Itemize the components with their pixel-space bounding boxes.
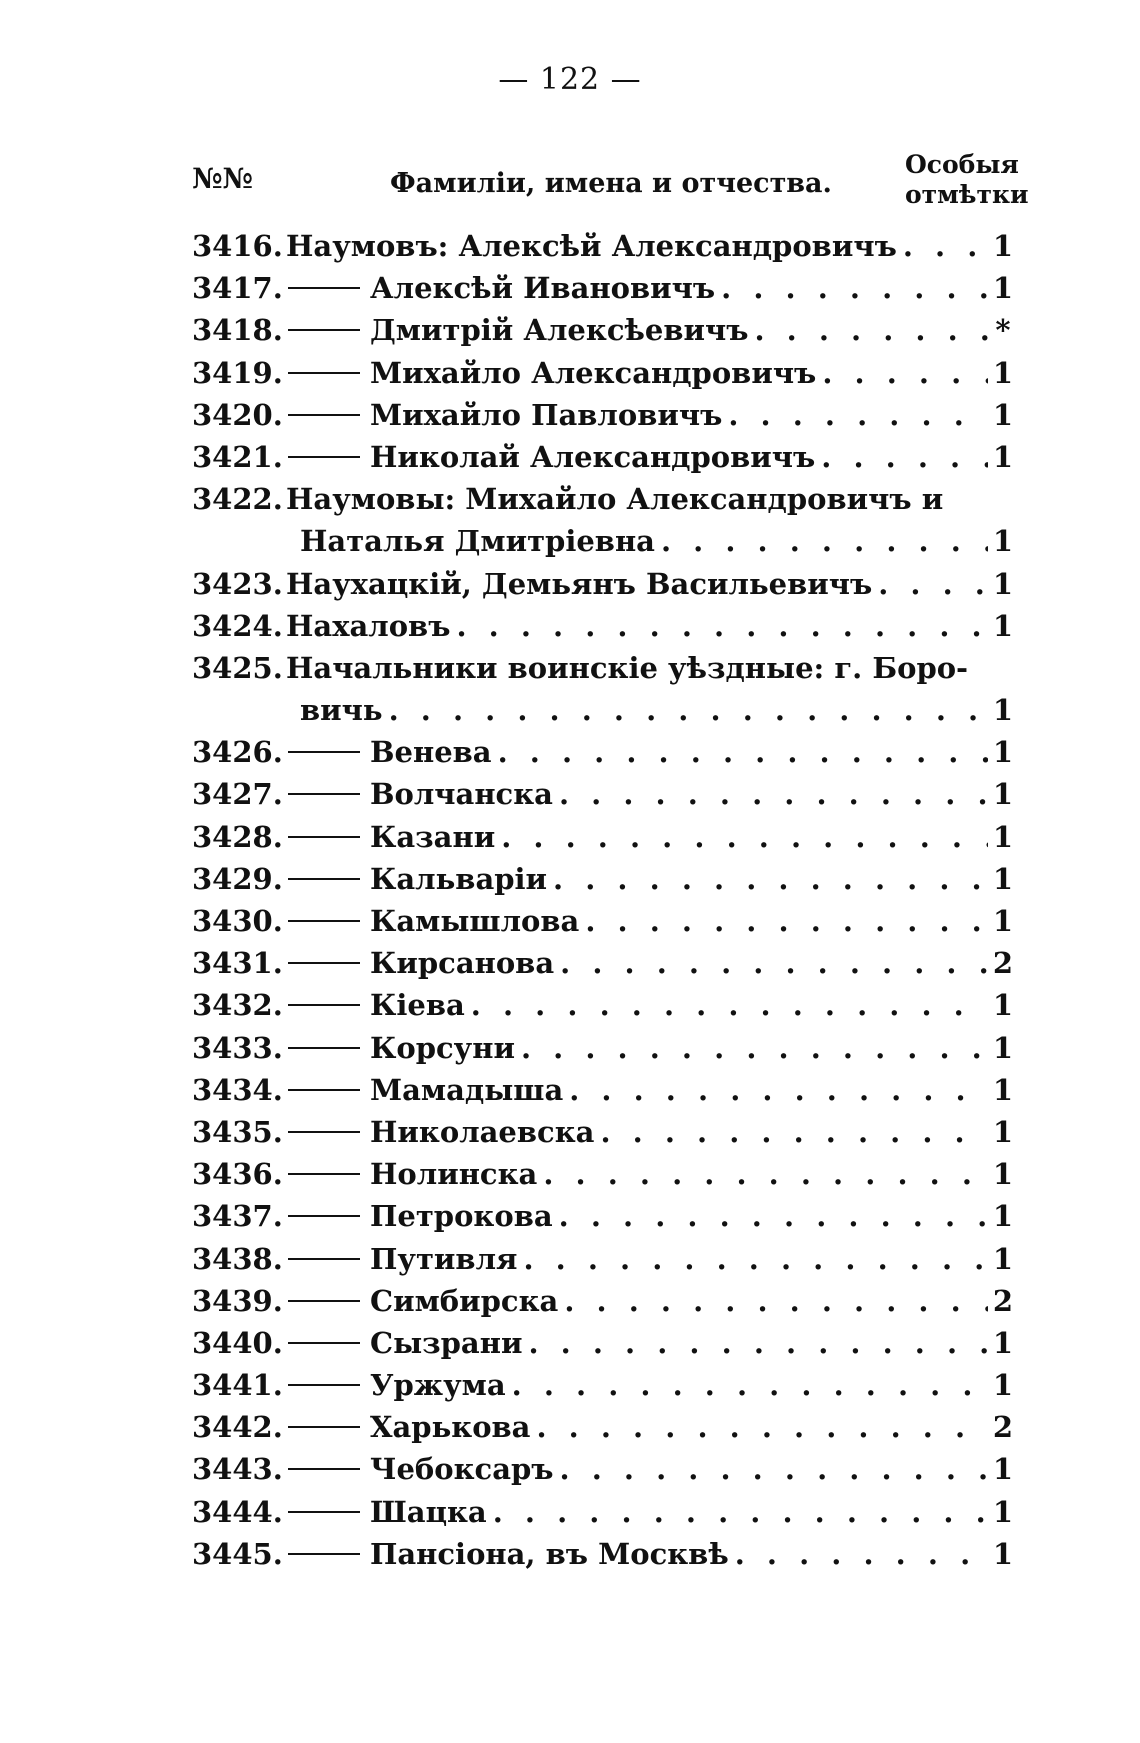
leader-dots [897, 225, 988, 267]
entry-number: 3428. [192, 819, 283, 854]
leader-dots [522, 1322, 988, 1364]
entry-number: 3417. [192, 271, 283, 306]
ditto-dash [288, 1258, 360, 1260]
list-item [0, 1280, 1140, 1322]
leader-dots [655, 520, 988, 562]
entry-mark: 1 [992, 397, 1014, 432]
entry-text-line [286, 647, 988, 689]
ditto-dash [288, 878, 360, 880]
entry-name: Николай Александровичъ [370, 439, 816, 474]
entry-number: 3442. [192, 1410, 283, 1445]
entry-mark: 1 [992, 439, 1014, 474]
entry-name: Нолинска [370, 1157, 538, 1192]
name-column-header: Фамиліи, имена и отчества. [390, 168, 832, 199]
entry-text-line [286, 1491, 988, 1533]
leader-dots [537, 1153, 988, 1195]
entry-mark: 1 [992, 1494, 1014, 1529]
entry-name: Николаевска [370, 1114, 595, 1149]
leader-dots [553, 1195, 988, 1237]
ditto-dash [288, 1047, 360, 1049]
entry-name: Корсуни [370, 1030, 515, 1065]
entry-text-line [286, 267, 988, 309]
leader-dots [530, 1406, 988, 1448]
entry-text-line [286, 1533, 988, 1575]
entry-number: 3440. [192, 1325, 283, 1360]
entry-number: 3437. [192, 1199, 283, 1234]
leader-dots [815, 436, 988, 478]
entry-number: 3443. [192, 1452, 283, 1487]
entry-mark: 1 [992, 777, 1014, 812]
entry-name: Харькова [370, 1410, 531, 1445]
entry-name-continued: вичь [300, 693, 383, 728]
notes-header-line1: Особыя [905, 150, 1019, 179]
entry-name: Наухацкій, Демьянъ Васильевичъ [286, 566, 873, 601]
entry-mark: 1 [992, 1452, 1014, 1487]
list-item [0, 1533, 1140, 1575]
ditto-dash [288, 287, 360, 289]
entry-mark: 1 [992, 355, 1014, 390]
entry-text-line [286, 1364, 988, 1406]
entry-name: Дмитрій Алексѣевичъ [370, 313, 749, 348]
ditto-dash [288, 920, 360, 922]
entry-number: 3418. [192, 313, 283, 348]
list-item [0, 900, 1140, 942]
list-item [0, 1153, 1140, 1195]
entry-text-line [286, 1322, 988, 1364]
leader-dots [554, 1448, 988, 1490]
list-item [0, 858, 1140, 900]
list-item [0, 1322, 1140, 1364]
entry-number: 3424. [192, 608, 283, 643]
list-item [0, 647, 1140, 731]
list-item [0, 605, 1140, 647]
entry-mark: 1 [992, 1536, 1014, 1571]
entry-name: Нахаловъ [286, 608, 451, 643]
leader-dots [553, 773, 988, 815]
entry-number: 3439. [192, 1283, 283, 1318]
entry-text-line [286, 1195, 988, 1237]
entry-mark: 1 [992, 904, 1014, 939]
list-item [0, 816, 1140, 858]
entry-text-line [286, 942, 988, 984]
ditto-dash [288, 1004, 360, 1006]
entry-mark: 1 [992, 693, 1014, 728]
ditto-dash [288, 836, 360, 838]
entry-number: 3438. [192, 1241, 283, 1276]
entry-name: Начальники воинскіе уѣздные: г. Боро- [286, 650, 969, 685]
leader-dots [547, 858, 988, 900]
leader-dots [715, 267, 988, 309]
entry-text-line [286, 1153, 988, 1195]
entry-name: Камышлова [370, 904, 580, 939]
entry-name: Чебоксаръ [370, 1452, 554, 1487]
entry-name: Кальваріи [370, 861, 548, 896]
entry-mark: 1 [992, 1325, 1014, 1360]
entry-number: 3433. [192, 1030, 283, 1065]
entry-mark: 1 [992, 735, 1014, 770]
entry-mark: 2 [992, 1410, 1014, 1445]
leader-dots [383, 689, 988, 731]
entry-name: Венева [370, 735, 492, 770]
entry-text-line [286, 225, 988, 267]
ditto-dash [288, 456, 360, 458]
entry-text-line [286, 478, 988, 520]
leader-dots [515, 1027, 988, 1069]
ditto-dash [288, 1342, 360, 1344]
entry-text-line [286, 1027, 988, 1069]
entry-name: Волчанска [370, 777, 553, 812]
list-item [0, 1406, 1140, 1448]
list-item [0, 1448, 1140, 1490]
list-item [0, 773, 1140, 815]
entry-mark: 1 [992, 819, 1014, 854]
leader-dots [517, 1238, 988, 1280]
ditto-dash [288, 1468, 360, 1470]
list-item [0, 267, 1140, 309]
entry-mark: 1 [992, 988, 1014, 1023]
entry-text-line [286, 1069, 988, 1111]
leader-dots [594, 1111, 988, 1153]
entry-number: 3422. [192, 482, 283, 517]
entry-text-line [286, 1280, 988, 1322]
entry-number: 3430. [192, 904, 283, 939]
entry-mark: 1 [992, 1368, 1014, 1403]
ditto-dash [288, 329, 360, 331]
leader-dots [495, 816, 988, 858]
entry-number: 3441. [192, 1368, 283, 1403]
leader-dots [487, 1491, 988, 1533]
entry-name: Петрокова [370, 1199, 553, 1234]
leader-dots [563, 1069, 988, 1111]
ditto-dash [288, 1300, 360, 1302]
leader-dots [579, 900, 988, 942]
entry-number: 3429. [192, 861, 283, 896]
entry-name: Сызрани [370, 1325, 523, 1360]
entry-mark: 1 [992, 229, 1014, 263]
entry-text-line [286, 773, 988, 815]
list-item [0, 1364, 1140, 1406]
entry-text-line [286, 605, 988, 647]
notes-header-line2: отмѣтки [905, 180, 1029, 209]
ditto-dash [288, 793, 360, 795]
entry-text-line [286, 1238, 988, 1280]
leader-dots [722, 394, 988, 436]
ditto-dash [288, 751, 360, 753]
entry-name: Кіева [370, 988, 465, 1023]
entry-number: 3432. [192, 988, 283, 1023]
entry-mark: 1 [992, 861, 1014, 896]
entry-mark: 1 [992, 1157, 1014, 1192]
list-item [0, 1238, 1140, 1280]
entry-mark: 1 [992, 1114, 1014, 1149]
entry-name: Наумовъ: Алексѣй Александровичъ [286, 229, 897, 263]
entry-number: 3444. [192, 1494, 283, 1529]
entry-text-line [286, 352, 988, 394]
ditto-dash [288, 1511, 360, 1513]
entry-text-line [286, 436, 988, 478]
list-item [0, 309, 1140, 351]
entry-number: 3436. [192, 1157, 283, 1192]
entry-text-continuation [300, 520, 988, 562]
leader-dots [558, 1280, 988, 1322]
entry-name: Уржума [370, 1368, 506, 1403]
notes-column-header [905, 150, 1029, 210]
leader-dots [465, 984, 988, 1026]
entry-name: Шацка [370, 1494, 487, 1529]
list-item [0, 352, 1140, 394]
page-number: — 122 — [498, 62, 642, 97]
entry-mark: 1 [992, 1241, 1014, 1276]
entry-number: 3420. [192, 397, 283, 432]
ditto-dash [288, 1384, 360, 1386]
entry-text-line [286, 563, 988, 605]
entry-mark: 1 [992, 1199, 1014, 1234]
entry-name: Мамадыша [370, 1072, 564, 1107]
entry-number: 3425. [192, 650, 283, 685]
ditto-dash [288, 1131, 360, 1133]
entry-text-line [286, 816, 988, 858]
entry-text-line [286, 1448, 988, 1490]
entry-mark: 1 [992, 1030, 1014, 1065]
entry-number: 3434. [192, 1072, 283, 1107]
entry-number: 3416. [192, 229, 283, 263]
ditto-dash [288, 414, 360, 416]
list-item [0, 942, 1140, 984]
entry-mark: 2 [992, 946, 1014, 981]
ditto-dash [288, 1089, 360, 1091]
entry-text-line [286, 1406, 988, 1448]
ditto-dash [288, 1173, 360, 1175]
list-item [0, 1069, 1140, 1111]
entry-mark: 1 [992, 566, 1014, 601]
ditto-dash [288, 1215, 360, 1217]
entry-text-line [286, 900, 988, 942]
entry-name: Казани [370, 819, 496, 854]
number-column-header: №№ [192, 162, 253, 195]
entry-number: 3419. [192, 355, 283, 390]
list-item [0, 1027, 1140, 1069]
ditto-dash [288, 962, 360, 964]
column-headers [0, 150, 1140, 220]
list-item [0, 563, 1140, 605]
leader-dots [450, 605, 988, 647]
entry-list [0, 225, 1140, 1575]
entry-mark: 1 [992, 608, 1014, 643]
entry-text-line [286, 984, 988, 1026]
entry-text-line [286, 394, 988, 436]
entry-mark: 1 [992, 524, 1014, 559]
entry-name: Михайло Павловичъ [370, 397, 723, 432]
entry-number: 3423. [192, 566, 283, 601]
entry-number: 3427. [192, 777, 283, 812]
leader-dots [554, 942, 988, 984]
entry-mark: 1 [992, 1072, 1014, 1107]
ditto-dash [288, 372, 360, 374]
entry-text-line [286, 309, 988, 351]
leader-dots [492, 731, 988, 773]
entry-text-continuation [300, 689, 988, 731]
entry-number: 3426. [192, 735, 283, 770]
entry-name: Алексѣй Ивановичъ [370, 271, 716, 306]
leader-dots [506, 1364, 988, 1406]
entry-text-line [286, 858, 988, 900]
leader-dots [748, 309, 988, 351]
entry-name: Пансіона, въ Москвѣ [370, 1536, 729, 1571]
entry-number: 3445. [192, 1536, 283, 1571]
ditto-dash [288, 1426, 360, 1428]
list-item [0, 225, 1140, 267]
leader-dots [816, 352, 988, 394]
entry-text-line [286, 731, 988, 773]
list-item [0, 436, 1140, 478]
entry-name: Симбирска [370, 1283, 559, 1318]
list-item [0, 731, 1140, 773]
entry-text-line [286, 1111, 988, 1153]
entry-mark: * [995, 313, 1011, 348]
list-item [0, 394, 1140, 436]
entry-mark: 2 [992, 1283, 1014, 1318]
entry-name: Путивля [370, 1241, 518, 1276]
entry-number: 3435. [192, 1114, 283, 1149]
leader-dots [729, 1533, 988, 1575]
entry-name: Михайло Александровичъ [370, 355, 817, 390]
list-item [0, 1111, 1140, 1153]
entry-name-continued: Наталья Дмитріевна [300, 524, 655, 559]
list-item [0, 1491, 1140, 1533]
list-item [0, 1195, 1140, 1237]
list-item [0, 984, 1140, 1026]
entry-number: 3431. [192, 946, 283, 981]
entry-name: Кирсанова [370, 946, 555, 981]
entry-mark: 1 [992, 271, 1014, 306]
entry-name: Наумовы: Михайло Александровичъ и [286, 482, 944, 517]
ditto-dash [288, 1553, 360, 1555]
leader-dots [872, 563, 988, 605]
list-item [0, 478, 1140, 562]
entry-number: 3421. [192, 439, 283, 474]
